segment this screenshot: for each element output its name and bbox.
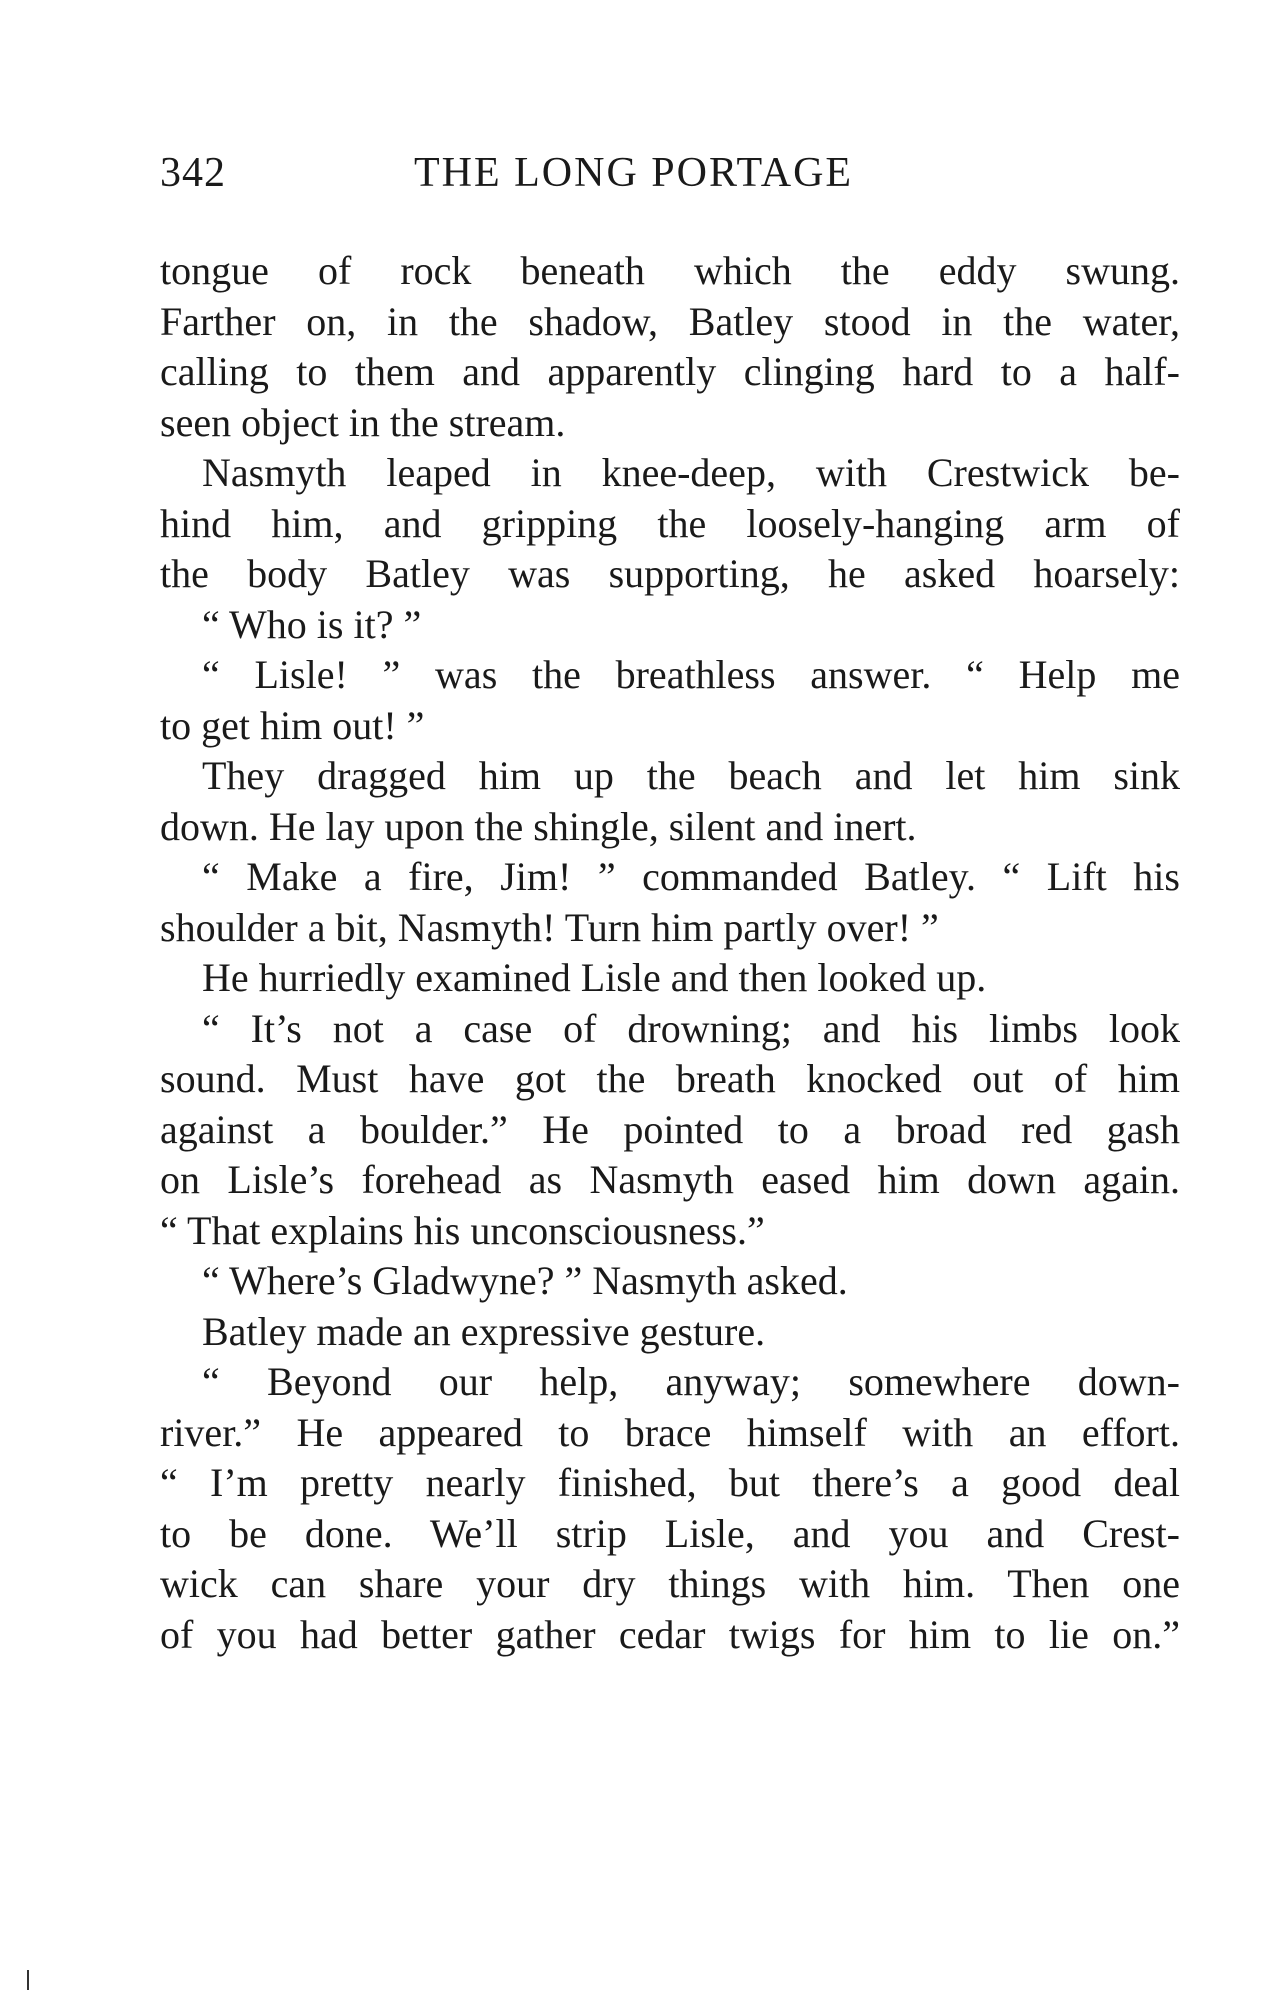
text-line: They dragged him up the beach and let him sink [202,753,1180,798]
text-line: Nasmyth leaped in knee-deep, with Crestwick be- [202,450,1180,495]
text-line: hind him, and gripping the loosely-hanging arm of [160,500,1180,546]
text-line: to be done. We’ll strip Lisle, and you and Crest- [160,1510,1180,1556]
text-line: the body Batley was supporting, he asked hoarsely: [160,551,1180,596]
text-line: “ Who is it? ” [202,601,422,647]
text-line: of you had better gather cedar twigs for him to lie on.” [160,1611,1180,1657]
text-line: down. He lay upon the shingle, silent and inert. [160,803,917,849]
text-line: to get him out! ” [160,702,425,748]
text-line: “ That explains his unconsciousness.” [160,1207,765,1253]
text-line: tongue of rock beneath which the eddy swung. [160,248,1180,293]
text-line: He hurriedly examined Lisle and then looked up. [202,955,987,1000]
text-line: “ I’m pretty nearly finished, but there’s a good deal [160,1460,1180,1505]
text-line: “ It’s not a case of drowning; and his limbs look [202,1005,1180,1051]
running-head [160,148,1180,198]
text-line: calling to them and apparently clinging hard to a half- [160,349,1180,394]
text-line: shoulder a bit, Nasmyth! Turn him partly over! ” [160,904,939,950]
text-line: “ Where’s Gladwyne? ” Nasmyth asked. [202,1258,848,1303]
text-line: Farther on, in the shadow, Batley stood in the water, [160,298,1180,344]
text-line: sound. Must have got the breath knocked out of him [160,1056,1180,1101]
scan-mark [27,1970,29,1990]
text-line: Batley made an expressive gesture. [202,1308,766,1354]
text-line: “ Beyond our help, anyway; somewhere down- [202,1359,1180,1404]
text-line: seen object in the stream. [160,399,566,445]
text-line: river.” He appeared to brace himself with an effort. [160,1409,1180,1455]
body-text [160,246,1180,1660]
text-line: on Lisle’s forehead as Nasmyth eased him down again. [160,1157,1180,1202]
text-line: against a boulder.” He pointed to a broad red gash [160,1106,1180,1152]
running-title: THE LONG PORTAGE [414,150,854,196]
text-line: “ Make a fire, Jim! ” commanded Batley. “ Lift his [202,854,1180,899]
text-line: wick can share your dry things with him. Then one [160,1561,1180,1606]
page-number: 342 [160,150,226,196]
text-line: “ Lisle! ” was the breathless answer. “ Help me [202,652,1180,697]
